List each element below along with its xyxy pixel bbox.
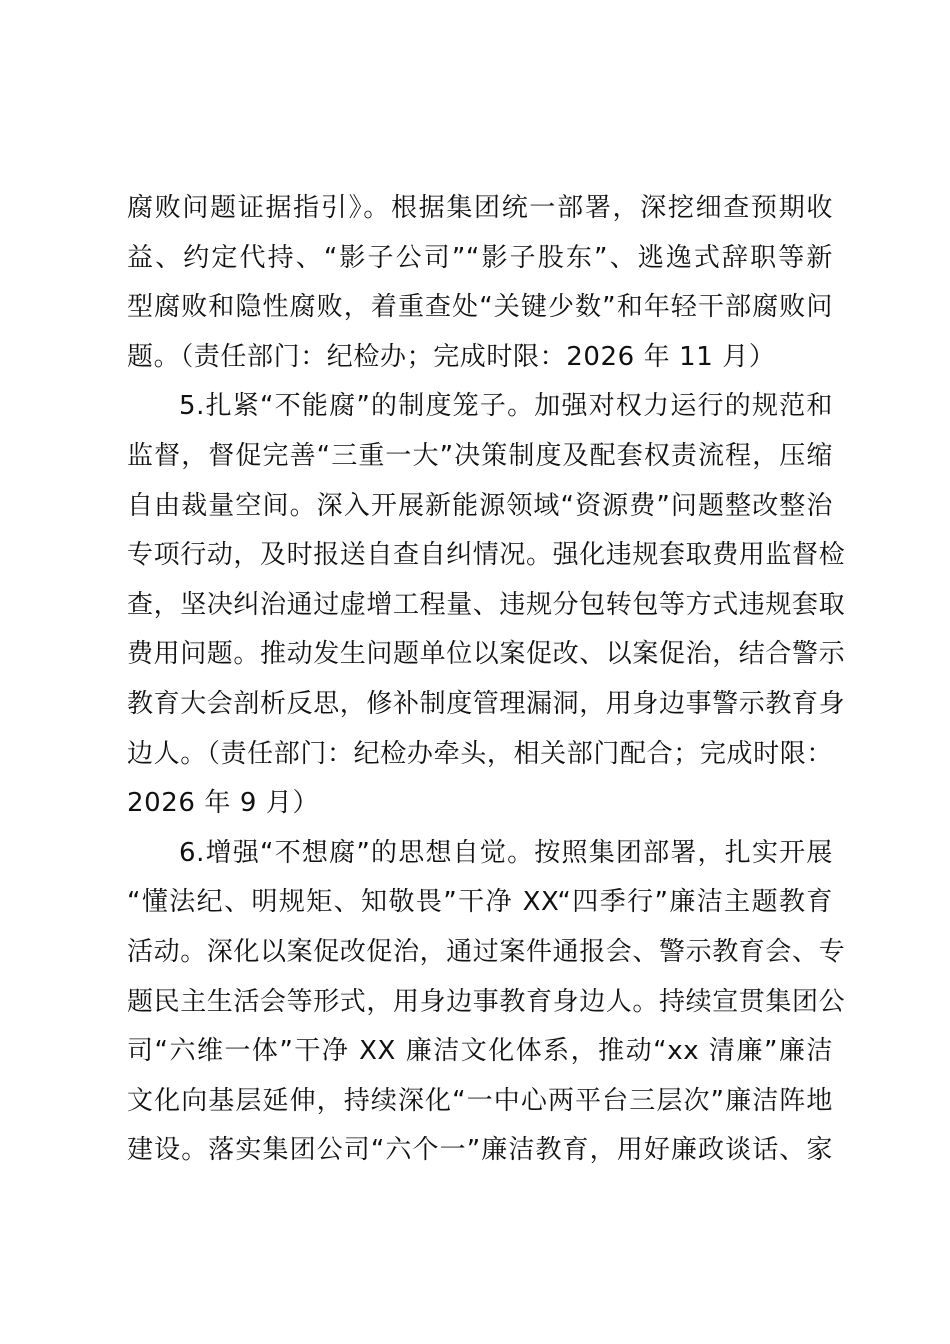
text-line: 监督，督促完善“三重一大”决策制度及配套权责流程，压缩 (127, 440, 833, 471)
text-line: 5.扎紧“不能腐”的制度笼子。加强对权力运行的规范和 (179, 391, 833, 422)
paragraph-item-5 (127, 382, 846, 828)
text-line: 教育大会剖析反思，修补制度管理漏洞，用身边事警示教育身 (127, 688, 846, 719)
text-line: 6.增强“不想腐”的思想自觉。按照集团部署，扎实开展 (179, 837, 833, 868)
paragraph-item-6 (127, 829, 846, 1176)
text-line: 活动。深化以案促改促治，通过案件通报会、警示教育会、专 (127, 936, 846, 967)
text-line: 题民主生活会等形式，用身边事教育身边人。持续宣贯集团公 (127, 986, 846, 1017)
text-line: 自由裁量空间。深入开展新能源领域“资源费”问题整改整治 (127, 490, 833, 521)
text-line: 建设。落实集团公司“六个一”廉洁教育，用好廉政谈话、家 (127, 1135, 833, 1166)
text-line: 专项行动，及时报送自查自纠情况。强化违规套取费用监督检 (127, 540, 846, 571)
text-line: 费用问题。推动发生问题单位以案促改、以案促治，结合警示 (127, 639, 846, 670)
text-line: 查，坚决纠治通过虚增工程量、违规分包转包等方式违规套取 (127, 589, 846, 620)
paragraph-continuation (127, 184, 833, 382)
text-line: 文化向基层延伸，持续深化“一中心两平台三层次”廉洁阵地 (127, 1085, 833, 1116)
text-line: 腐败问题证据指引》。根据集团统一部署，深挖细查预期收 (127, 193, 833, 223)
text-line: 型腐败和隐性腐败，着重查处“关键少数”和年轻干部腐败问 (127, 292, 833, 323)
text-line: 边人。（责任部门：纪检办牵头，相关部门配合；完成时限： (127, 738, 833, 769)
text-line: 益、约定代持、“影子公司”“影子股东”、逃逸式辞职等新 (127, 242, 833, 273)
text-line: “懂法纪、明规矩、知敬畏”干净 XX“四季行”廉洁主题教育 (127, 887, 833, 918)
text-line: 司“六维一体”干净 XX 廉洁文化体系，推动“xx 清廉”廉洁 (127, 1036, 833, 1067)
text-line: 2026 年 9 月） (127, 788, 320, 819)
text-line: 题。（责任部门：纪检办；完成时限：2026 年 11 月） (127, 341, 776, 372)
document-page (127, 184, 846, 1176)
